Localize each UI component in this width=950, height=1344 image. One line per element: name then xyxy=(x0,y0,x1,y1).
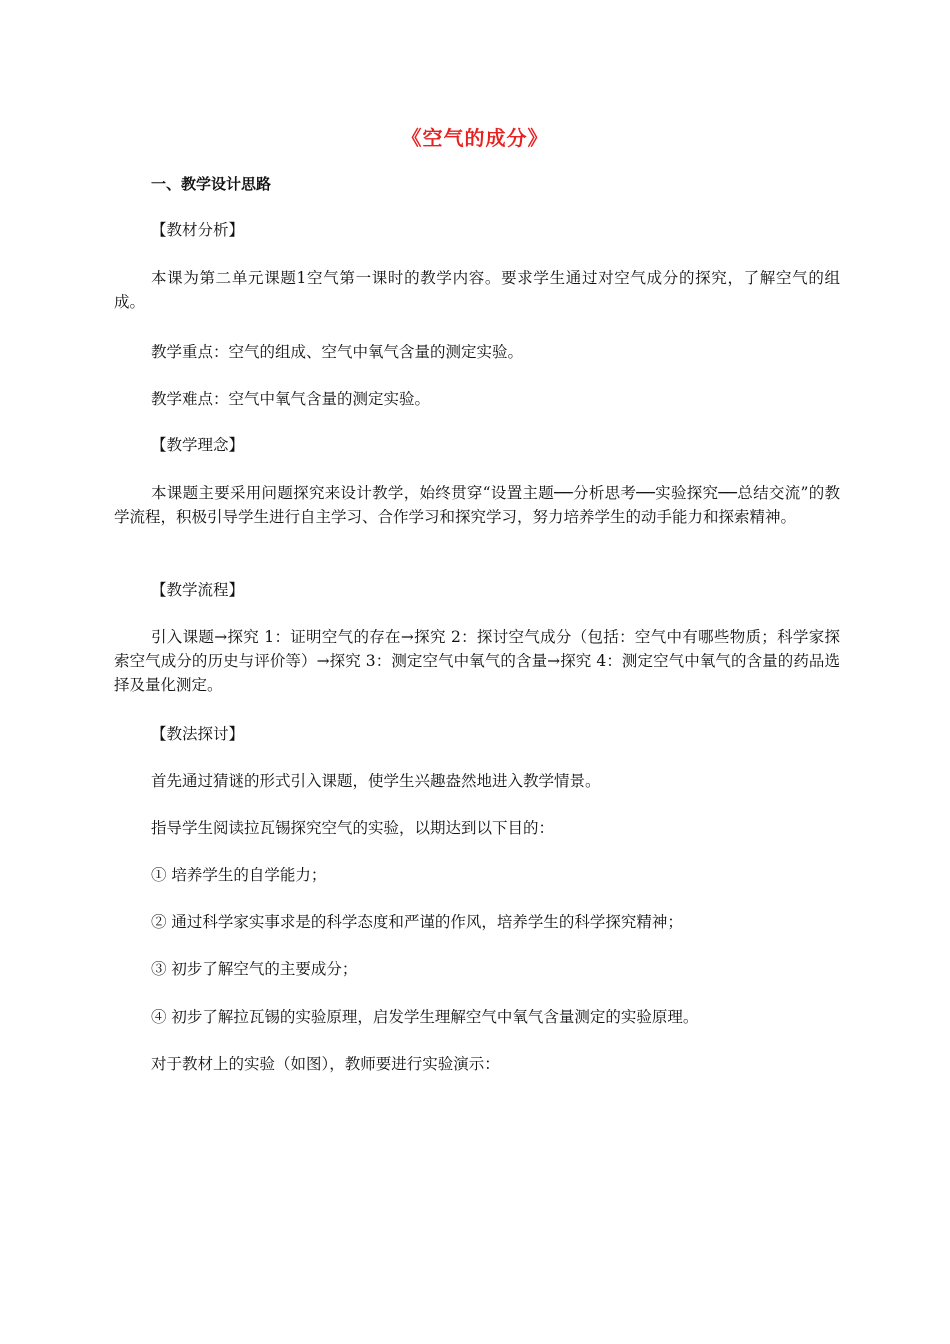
teaching-process-text: 引入课题→探究 1：证明空气的存在→探究 2：探讨空气成分（包括：空气中有哪些物质；科学家探索空气成分的历史与评价等）→探究 3：测定空气中氧气的含量→探究 4：测定空气中氧气的含量的药品选择及量化测定。 xyxy=(114,628,840,694)
method-guide-text: 指导学生阅读拉瓦锡探究空气的实验，以期达到以下目的： xyxy=(151,819,555,837)
section-heading: 一、教学设计思路 xyxy=(151,175,272,193)
goal-item-2: ② 通过科学家实事求是的科学态度和严谨的作风，培养学生的科学探究精神； xyxy=(151,913,683,931)
method-intro-text: 首先通过猜谜的形式引入课题，使学生兴趣盎然地进入教学情景。 xyxy=(151,772,601,790)
goal-item-3: ③ 初步了解空气的主要成分； xyxy=(151,960,358,978)
page-title: 《空气的成分》 xyxy=(401,126,549,150)
key-point-text: 教学重点：空气的组成、空气中氧气含量的测定实验。 xyxy=(151,343,524,361)
teaching-process-label: 【教学流程】 xyxy=(151,581,245,599)
difficulty-text: 教学难点：空气中氧气含量的测定实验。 xyxy=(151,390,431,408)
teaching-concept-label: 【教学理念】 xyxy=(151,436,245,454)
method-discussion-label: 【教法探讨】 xyxy=(151,725,245,743)
material-analysis-label: 【教材分析】 xyxy=(151,221,245,239)
material-analysis-text: 本课为第二单元课题1空气第一课时的教学内容。要求学生通过对空气成分的探究，了解空气的组成。 xyxy=(114,269,840,311)
experiment-text: 对于教材上的实验（如图），教师要进行实验演示： xyxy=(151,1055,500,1073)
goal-item-1: ① 培养学生的自学能力； xyxy=(151,866,327,884)
goal-item-4: ④ 初步了解拉瓦锡的实验原理，启发学生理解空气中氧气含量测定的实验原理。 xyxy=(151,1008,699,1026)
teaching-concept-text: 本课题主要采用问题探究来设计教学，始终贯穿“设置主题──分析思考──实验探究──总结交流”的教学流程，积极引导学生进行自主学习、合作学习和探究学习，努力培养学生的动手能力和探索精神。 xyxy=(114,484,840,526)
